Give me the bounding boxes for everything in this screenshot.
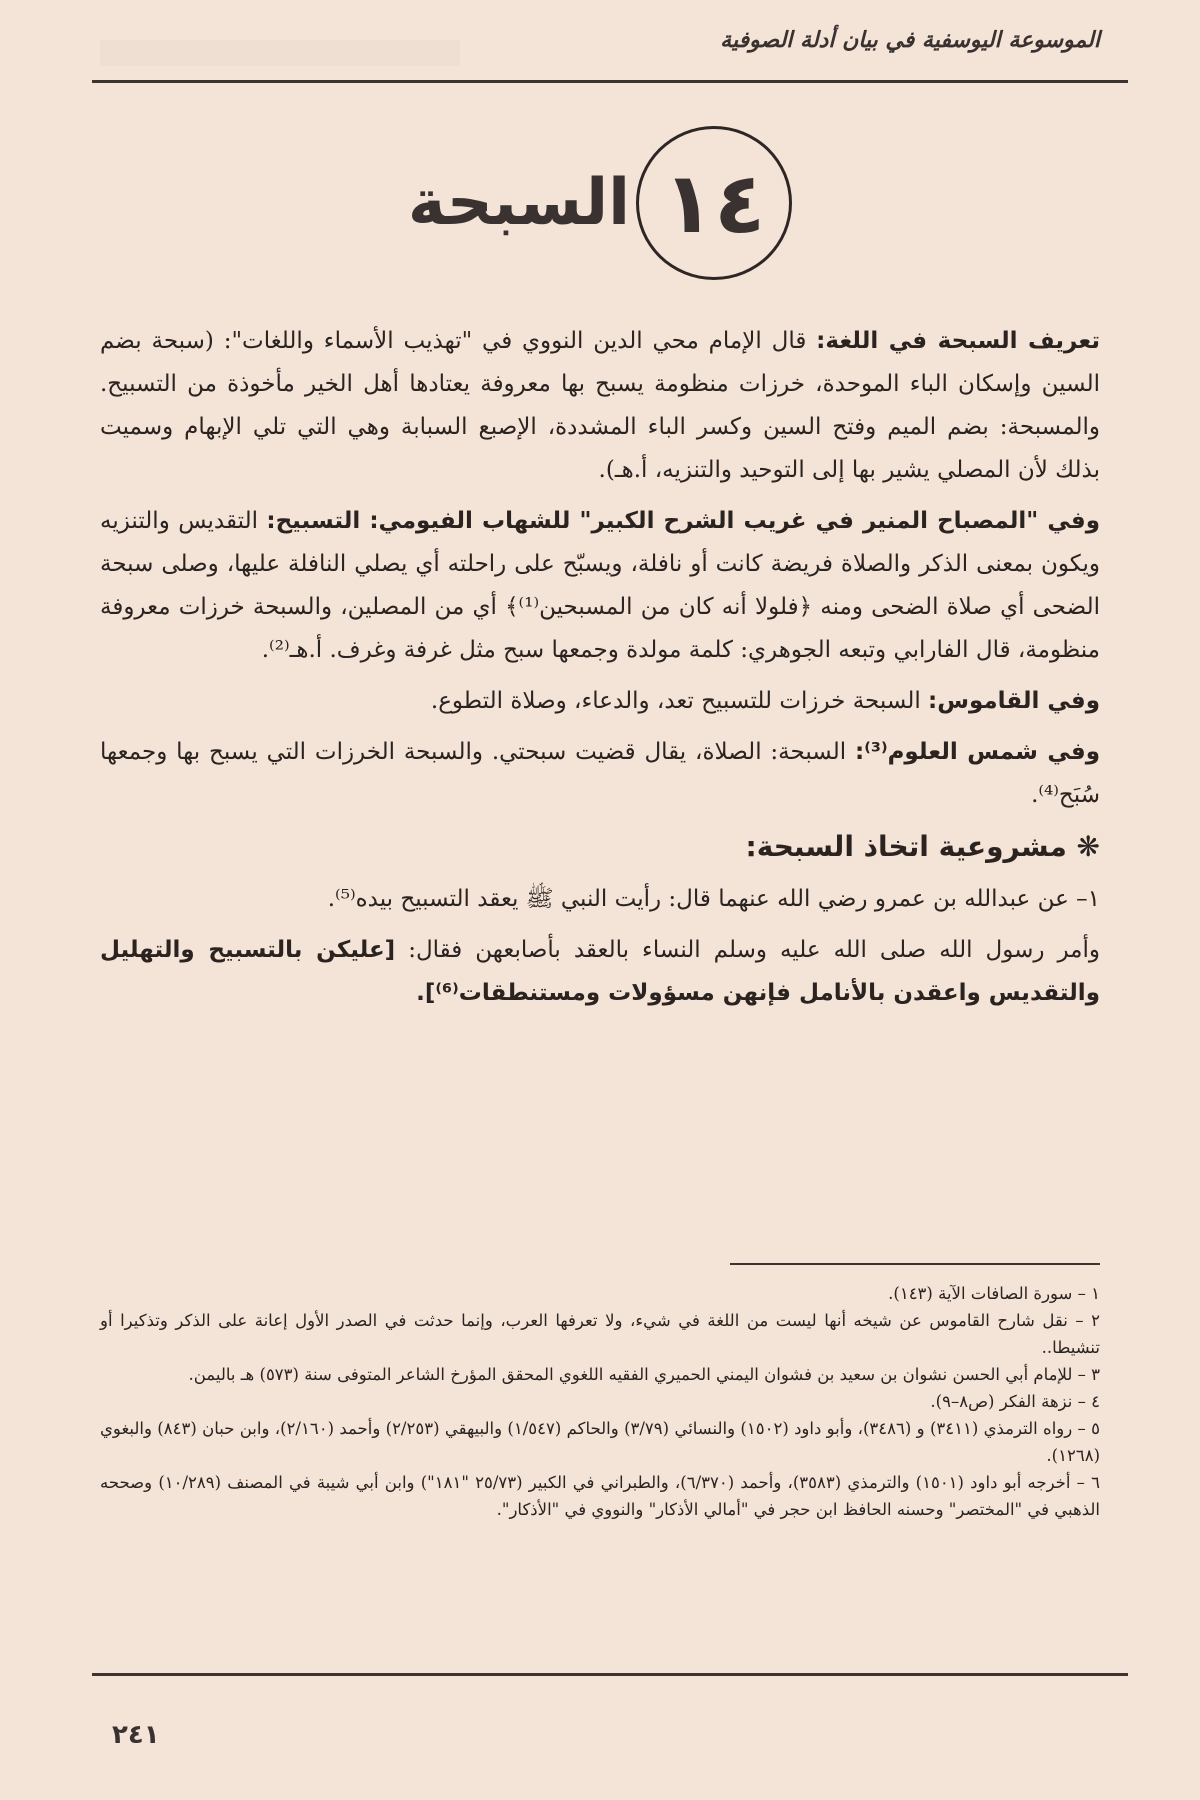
- paragraph-text: السبحة: الصلاة، يقال قضيت سبحتي. والسبحة الخرزات التي يسبح بها وجمعها سُبَح⁽⁴⁾.: [100, 739, 1100, 808]
- section-item: [100, 878, 1100, 921]
- hadith-quote: [عليكن بالتسبيح والتهليل والتقديس واعقدن بالأنامل فإنهن مسؤولات ومستنطقات⁽⁶⁾].: [100, 937, 1100, 1006]
- chapter-title-text: السبحة: [407, 166, 631, 240]
- paragraph-text: قال الإمام محي الدين النووي في "تهذيب الأسماء واللغات": (سبحة بضم السين وإسكان الباء الموحدة، خرزات منظومة يسبح بها معروفة يعتادها أهل الخير مأخوذة من التسبيح. والمسبحة: بضم الميم وفتح السين وكسر الباء المشددة، الإصبع السبابة وهي التي تلي الإبهام وسميت بذلك لأن المصلي يشير بها إلى التوحيد والتنزيه، أ.هـ).: [100, 328, 1100, 483]
- paragraph-text: السبحة خرزات للتسبيح تعد، والدعاء، وصلاة التطوع.: [430, 688, 929, 714]
- paragraph-lead: وفي القاموس:: [928, 688, 1100, 714]
- header-rule: [92, 80, 1128, 83]
- section-item: [100, 929, 1100, 1015]
- chapter-title: [0, 128, 1200, 278]
- paragraph: [100, 680, 1100, 723]
- page-number: ٢٤١: [112, 1720, 160, 1750]
- footnote: ٣ – للإمام أبي الحسن نشوان بن سعيد بن فشوان اليمني الحميري الفقيه اللغوي المحقق المؤرخ الشاعر المتوفى سنة (٥٧٣) هـ باليمن.: [188, 1365, 1100, 1384]
- chapter-number-circle: [636, 126, 792, 280]
- footnote: ٢ – نقل شارح القاموس عن شيخه أنها ليست من اللغة في شيء، ولا تعرفها العرب، وإنما حدثت في الصدر الأول إعانة على الذكر وتذكيرا أو تنشيطا..: [100, 1311, 1100, 1357]
- paragraph-lead: تعريف السبحة في اللغة:: [816, 328, 1100, 354]
- section-item-text: وأمر رسول الله صلى الله عليه وسلم النساء بالعقد بأصابعهن فقال:: [395, 937, 1100, 963]
- footnote: ٦ – أخرجه أبو داود (١٥٠١) والترمذي (٣٥٨٣)، وأحمد (٦/٣٧٠)، والطبراني في الكبير (٢٥/٧٣ "١٨١") وابن أبي شيبة في المصنف (١٠/٢٨٩) وصححه الذهبي في "المختصر" وحسنه الحافظ ابن حجر في "أمالي الأذكار" والنووي في "الأذكار".: [100, 1473, 1100, 1519]
- paragraph: [100, 320, 1100, 492]
- footnote: ١ – سورة الصافات الآية (١٤٣).: [888, 1284, 1100, 1303]
- paragraph-text: التقديس والتنزيه ويكون بمعنى الذكر والصلاة فريضة كانت أو نافلة، ويسبّح على راحلته أي يصلي النافلة عليها، وصلى سبحة الضحى أي صلاة الضحى ومنه ﴿فلولا أنه كان من المسبحين⁽¹⁾﴾ أي من المصلين، والسبحة خرزات معروفة منظومة، قال الفارابي وتبعه الجوهري: كلمة مولدة وجمعها سبح مثل غرفة وغرف. أ.هـ⁽²⁾.: [100, 508, 1101, 663]
- footnote: ٤ – نزهة الفكر (ص٨–٩).: [930, 1392, 1100, 1411]
- footnote: ٥ – رواه الترمذي (٣٤١١) و (٣٤٨٦)، وأبو داود (١٥٠٢) والنسائي (٣/٧٩) والحاكم (١/٥٤٧) والبيهقي (٢/٢٥٣) وأحمد (٢/١٦٠)، وابن حبان (٨٤٣) والبغوي (١٢٦٨).: [100, 1419, 1100, 1465]
- running-header: الموسوعة اليوسفية في بيان أدلة الصوفية: [720, 28, 1100, 53]
- paragraph: [100, 731, 1100, 817]
- chapter-number: ١٤: [662, 154, 766, 252]
- section-item-text: ١– عن عبدالله بن عمرو رضي الله عنهما قال: رأيت النبي ﷺ يعقد التسبيح بيده⁽⁵⁾.: [327, 886, 1100, 912]
- paragraph-lead: وفي "المصباح المنير في غريب الشرح الكبير" للشهاب الفيومي: التسبيح:: [266, 508, 1101, 534]
- section-heading: ❋ مشروعية اتخاذ السبحة:: [745, 830, 1100, 863]
- paragraph-lead: وفي شمس العلوم⁽³⁾:: [855, 739, 1100, 765]
- paragraph: [100, 500, 1100, 672]
- footer-rule: [92, 1673, 1128, 1676]
- footnotes: [100, 1280, 1100, 1523]
- body-text: [100, 320, 1100, 1023]
- footnote-rule: [730, 1263, 1100, 1265]
- bleed-through-text: [100, 40, 460, 66]
